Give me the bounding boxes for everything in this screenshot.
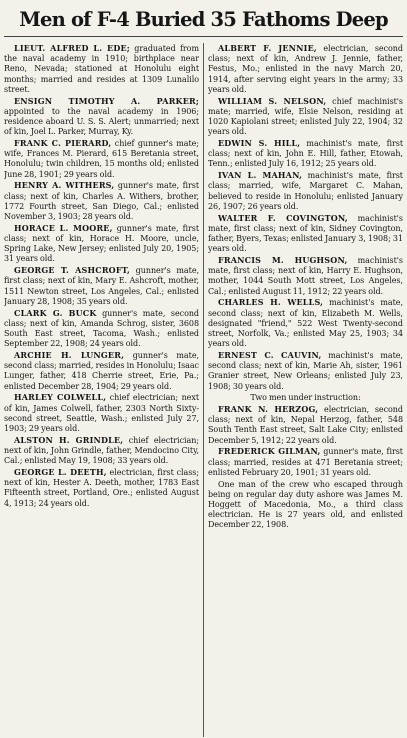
crew-details: chief machinist's mate; married, wife, Elsie Nelson, residing at 1020 Kapiolani street; enlisted July 22, 1904; 32 years old. xyxy=(207,96,403,137)
article-columns xyxy=(4,43,403,737)
crew-entry xyxy=(208,213,403,255)
crew-details: gunner's mate, first class; next of kin, Mary E. Ashcroft, mother, 1511 Newton street, Los Angeles, Cal.; enlisted January 28, 1908; 35 years old. xyxy=(4,266,199,306)
crew-entry xyxy=(4,435,199,467)
crew-name: ERNEST C. CAUVIN, xyxy=(217,350,322,361)
crew-name: FRANCIS M. HUGHSON, xyxy=(217,255,348,266)
crew-name: FRANK C. PIERARD, xyxy=(14,138,112,149)
crew-name: ENSIGN TIMOTHY A. PARKER; xyxy=(14,95,199,106)
crew-name: EDWIN S. HILL, xyxy=(217,138,301,149)
crew-name: HARLEY COLWELL, xyxy=(14,392,107,403)
crew-entry xyxy=(208,350,403,392)
crew-details: gunner's mate, second class; next of kin, Amanda Schrog, sister, 3608 South East street, Tacoma, Wash.; enlisted September 22, 1908; 24 years old. xyxy=(4,308,199,349)
column-divider xyxy=(203,43,204,737)
crew-details: electrician, second class; next of kin, Nepal Herzog, father, 548 South Tenth East street, Salt Lake City; enlisted December 5, 1912; 22 years old. xyxy=(207,405,403,445)
crew-details: machinist's mate, first class; next of kin, Harry E. Hughson, mother, 1044 South Mott street, Los Angeles, Cal.; enlisted August 11, 1912; 22 years old. xyxy=(207,256,403,296)
crew-details: chief electrician; next of kin, James Colwell, father, 2303 North Sixty-second street, Seattle, Wash.; enlisted July 27, 1903; 29 years old. xyxy=(4,393,199,434)
crew-name: GEORGE L. DEETH, xyxy=(14,467,107,478)
crew-entry xyxy=(4,350,199,392)
crew-details: machinist's mate, first class; married, wife, Margaret C. Mahan, believed to reside in Honolulu; enlisted January 26, 1907; 26 years old. xyxy=(207,171,403,211)
crew-details: appointed to the naval academy in 1906; residence aboard U. S. S. Alert; unmarried; next of kin, Joel L. Parker, Murray, Ky. xyxy=(4,106,199,137)
crew-name: HENRY A. WITHERS, xyxy=(14,180,115,191)
crew-entry xyxy=(4,43,199,95)
crew-entry xyxy=(4,265,199,307)
crew-details: gunner's mate, first class; next of kin, Horace H. Moore, uncle, Spring Lake, New Jersey; enlisted July 20, 1905; 31 years old. xyxy=(4,223,199,264)
crew-entry xyxy=(208,138,403,170)
right-column xyxy=(208,43,403,737)
crew-entry xyxy=(208,297,403,349)
headline: Men of F-4 Buried 35 Fathoms Deep xyxy=(4,4,403,37)
crew-details: electrician, first class; next of kin, Hester A. Deeth, mother, 1783 East Fifteenth street, Portland, Ore.; enlisted August 4, 1913; 24 years old. xyxy=(4,468,199,508)
left-column xyxy=(4,43,199,737)
crew-entry xyxy=(208,479,403,531)
crew-name: CHARLES H. WELLS, xyxy=(217,297,324,308)
crew-name: GEORGE T. ASHCROFT, xyxy=(14,265,130,276)
crew-entry xyxy=(4,223,199,265)
crew-entry xyxy=(4,308,199,350)
crew-name: IVAN L. MAHAN, xyxy=(217,170,303,181)
crew-details: electrician, second class; next of kin, Andrew J. Jennie, father, Festus, Mo.; enlisted in the navy March 20, 1914, after serving eight years in the army; 33 years old. xyxy=(207,44,403,94)
crew-entry xyxy=(208,170,403,212)
crew-name: ALBERT F. JENNIE, xyxy=(217,43,317,53)
crew-entry xyxy=(208,96,403,138)
crew-name: FREDERICK GILMAN, xyxy=(217,446,321,457)
crew-name: FRANK N. HERZOG, xyxy=(217,404,319,415)
section-note: Two men under instruction: xyxy=(250,392,361,402)
crew-entry xyxy=(4,96,199,138)
crew-entry xyxy=(208,446,403,478)
crew-entry xyxy=(208,404,403,446)
crew-details: One man of the crew who escaped through being on regular day duty ashore was James M. Hoggett of Macedonia, Mo., a third class electrician. He is 27 years old, and enlisted December 22, 1908. xyxy=(207,479,403,530)
crew-entry xyxy=(4,467,199,509)
crew-details: machinist's mate, second class; next of kin, Marie Ah, sister, 1961 Granier street, New Orleans; enlisted July 23, 1908; 30 years old. xyxy=(207,351,403,391)
crew-entry xyxy=(4,138,199,180)
crew-name: HORACE L. MOORE, xyxy=(14,222,113,233)
crew-details: graduated from the naval academy in 1910; birthplace near Reno, Nevada; stationed at Honolulu eight months; married and resides at 1309 Lunalilo street. xyxy=(4,44,199,94)
crew-name: CLARK G. BUCK xyxy=(14,307,97,318)
crew-details: chief electrician; next of kin, John Grindle, father, Mendocino City, Cal.; enlisted May 19, 1908; 33 years old. xyxy=(4,435,199,466)
crew-details: gunner's mate, first class; next of kin, Charles A. Withers, brother, 1772 Fourth street, San Diego, Cal.; enlisted November 3, 1903; 28 years old. xyxy=(4,181,199,222)
crew-details: machinist's mate, first class; next of kin, Sidney Covington, father, Byers, Texas; enlisted January 3, 1908; 31 years old. xyxy=(207,213,403,254)
crew-entry xyxy=(208,43,403,95)
crew-details: machinist's mate, first class; next of kin, John E. Hill, father, Etowah, Tenn.; enlisted July 16, 1912; 25 years old. xyxy=(207,139,403,169)
crew-entry xyxy=(4,392,199,434)
crew-entry xyxy=(4,180,199,222)
crew-name: WALTER F. COVINGTON, xyxy=(217,212,348,223)
crew-details: gunner's mate, second class; married, resides in Honolulu; Isaac Lunger, father, 418 Cherrie street, Erie, Pa.; enlisted December 28, 1904; 29 years old. xyxy=(4,351,199,391)
crew-details: machinist's mate, second class; next of kin, Elizabeth M. Wells, designated "friend," 522 West Twenty-second street, Norfolk, Va.; enlisted May 25, 1903; 34 years old. xyxy=(207,298,403,349)
crew-entry xyxy=(208,255,403,297)
crew-name: LIEUT. ALFRED L. EDE; xyxy=(14,43,130,53)
crew-name: ALSTON H. GRINDLE, xyxy=(14,434,124,445)
crew-name: ARCHIE H. LUNGER, xyxy=(14,350,125,361)
crew-name: WILLIAM S. NELSON, xyxy=(217,95,327,106)
crew-details: chief gunner's mate; wife, Frances M. Pierard, 615 Beretania street, Honolulu; twin children, 15 months old; enlisted June 28, 1901; 29 years old. xyxy=(4,139,199,179)
crew-details: gunner's mate, first class; married, resides at 471 Beretania street; enlisted February 20, 1901; 31 years old. xyxy=(207,447,403,477)
